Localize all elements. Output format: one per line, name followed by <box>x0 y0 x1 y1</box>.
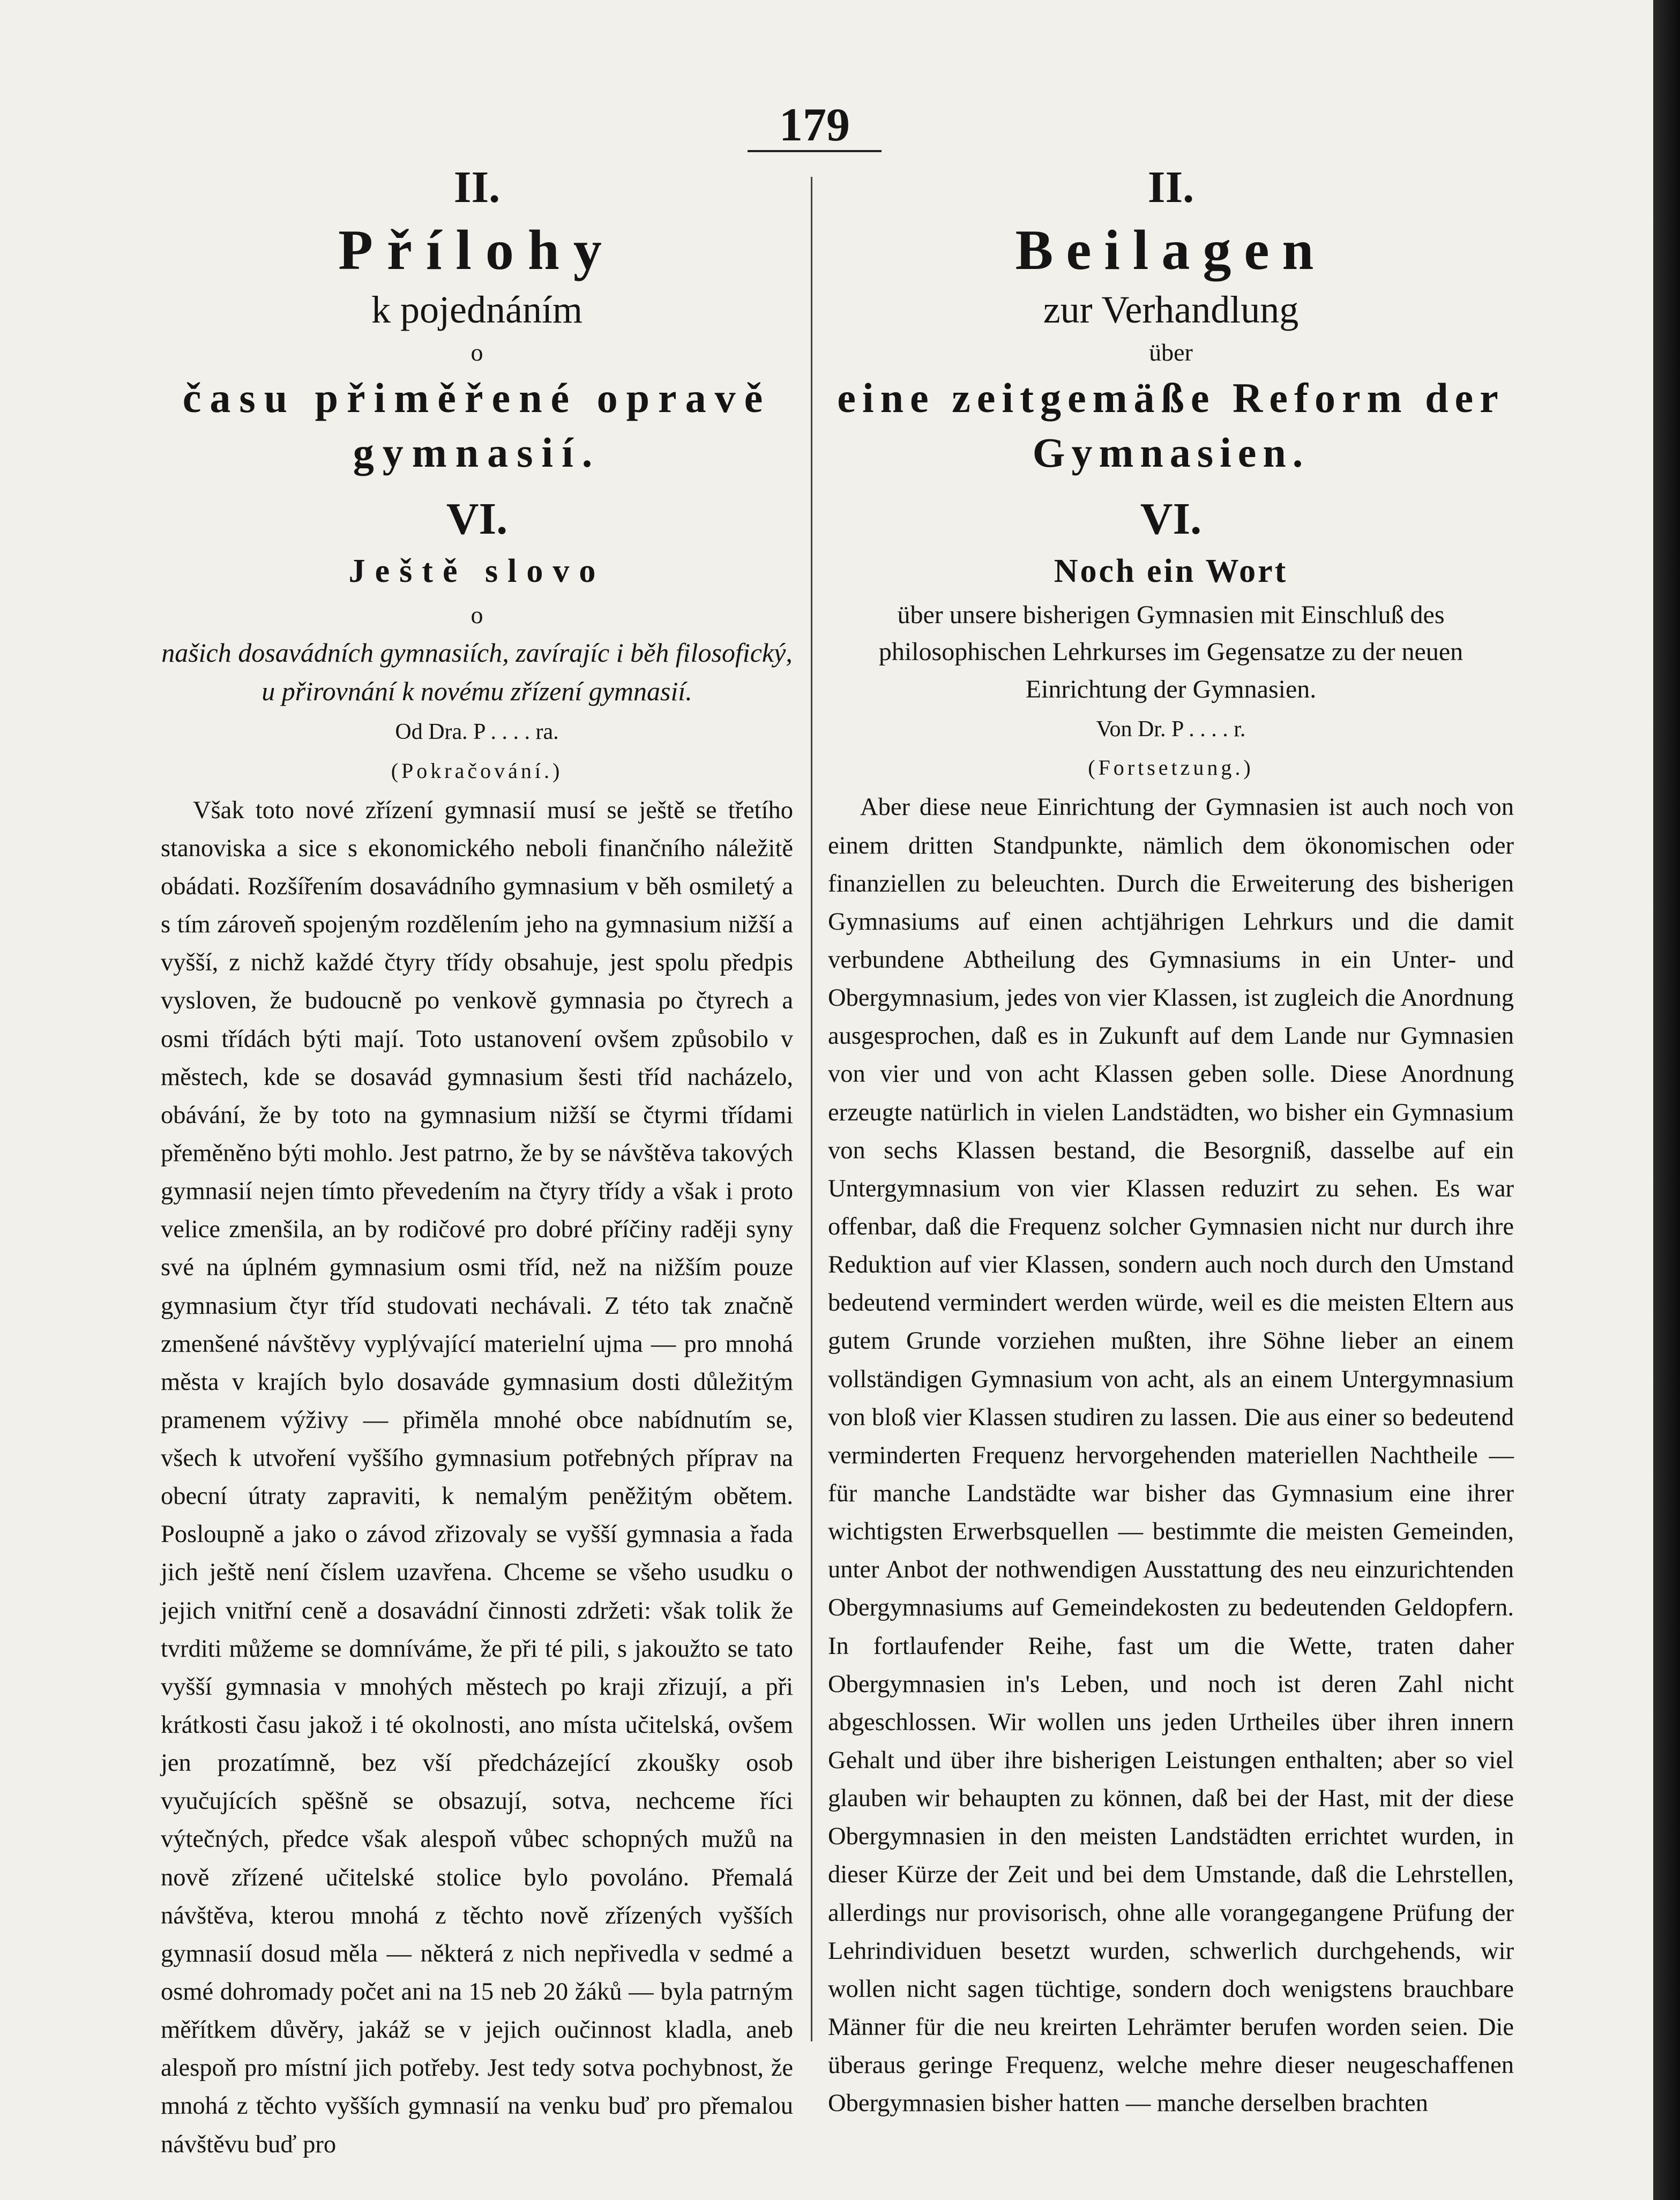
german-column <box>828 161 1514 2122</box>
german-main-title: Beilagen <box>1015 218 1327 281</box>
german-topic-line-1: eine zeitgemäße Reform der <box>837 375 1505 422</box>
german-author: Von Dr. P . . . . r. <box>1096 716 1246 742</box>
german-connector-uber: über <box>1149 339 1193 366</box>
czech-section-title: Ještě slovo <box>348 552 606 589</box>
czech-section-connector-o: o <box>471 601 483 628</box>
column-divider <box>811 177 812 2041</box>
czech-author: Od Dra. P . . . . ra. <box>395 719 559 744</box>
czech-connector-o: o <box>471 339 483 366</box>
czech-body-text: Však toto nové zřízení gymnasií musí se ještě se třetího stanoviska a sice s ekonomického neboli finančního náležitě obádati. Rozšířením dosavádního gymnasium v běh osmiletý a s tím zároveň spojeným rozdělením jeho na gymnasium nižší a vyšší, z nichž každé čtyry třídy obsahuje, jest spolu předpis vysloven, že budoucně po venkově gymnasia po čtyrech a osmi třídách býti mají. Toto ustanovení ovšem způsobilo v městech, kde se dosavád gymnasium šesti tříd nacházelo, obávání, že by toto na gymnasium nižší se čtyrmi třídami přeměněno býti mohlo. Jest patrno, že by se návštěva takových gymnasií nejen tímto převedením na čtyry třídy a však i proto velice zmenšila, an by rodičové pro dobré příčiny raději syny své na úplném gymnasium osmi tříd, než na nižším pouze gymnasium čtyr tříd studovati nechávali. Z této tak značně zmenšené návštěvy vyplývající materielní ujma — pro mnohá města v krajích bylo dosaváde gymnasium dosti důležitým pramenem výživy — přiměla mnohé obce nabídnutím se, všech k utvoření vyššího gymnasium potřebných příprav na obecní útraty zapraviti, k nemalým peněžitým obětem. Posloupně a jako o závod zřizovaly se vyšší gymnasia a řada jich ještě není číslem uzavřena. Chceme se všeho usudku o jejich vnitřní ceně a dosavádní činnosti zdržeti: však tolik že tvrditi můžeme se domníváme, že při té pili, s jakoužto se tato vyšší gymnasia v mnohých městech po kraji zřizují, a při krátkosti času jakož i té okolnosti, ano místa učitelská, ovšem jen prozatímně, bez vší předcházející zkoušky osob vyučujících spěšně se obsazují, sotva, nechceme říci výtečných, předce však alespoň vůbec schopných mužů na nově zřízené učitelské stolice bylo povoláno. Přemalá návštěva, kterou mnohá z těchto nově zřízených vyšších gymnasií dosud měla — některá z nich nepřivedla v sedmé a osmé dohromady počet ani na 15 neb 20 žáků — byla patrným měřítkem důvěry, jakáž se v jejich oučinnost kladla, aneb alespoň pro místní jich potřeby. Jest tedy sotva pochybnost, že mnohá z těchto vyšších gymnasií na venku buď pro přemalou návštěvu buď pro <box>161 796 793 2158</box>
czech-section-number: VI. <box>446 494 508 544</box>
german-continuation-note: (Fortsetzung.) <box>1088 755 1254 780</box>
german-section-number: VI. <box>1140 494 1202 544</box>
czech-column <box>161 161 793 2164</box>
czech-topic-line-2: gymnasií. <box>353 429 601 476</box>
czech-part-number: II. <box>453 162 501 212</box>
czech-subtitle: k pojednáním <box>371 288 583 332</box>
german-part-number: II. <box>1147 162 1194 212</box>
czech-subject: našich dosavádních gymnasiích, zavírajíc i běh filosofický, u přirovnání k novému zřízení gymnasií. <box>161 637 793 707</box>
page-number: 179 <box>748 102 882 152</box>
german-subtitle: zur Verhandlung <box>1043 288 1299 332</box>
czech-main-title: Přílohy <box>338 218 616 281</box>
german-section-title: Noch ein Wort <box>1054 552 1288 589</box>
german-subject: über unsere bisherigen Gymnasien mit Einschluß des philosophischen Lehrkurses im Gegensatze zu der neuen Einrichtung der Gymnasien. <box>878 600 1464 704</box>
czech-topic-line-1: času přiměřené opravě <box>182 375 772 422</box>
czech-continuation-note: (Pokračování.) <box>391 758 563 783</box>
scan-border <box>1653 0 1680 2200</box>
german-body-text: Aber diese neue Einrichtung der Gymnasien ist auch noch von einem dritten Standpunkte, nämlich dem ökonomischen oder finanziellen zu beleuchten. Durch die Erweiterung des bisherigen Gymnasiums auf einen achtjährigen Lehrkurs und die damit verbundene Abtheilung des Gymnasiums in ein Unter- und Obergymnasium, jedes von vier Klassen, ist zugleich die Anordnung ausgesprochen, daß es in Zukunft auf dem Lande nur Gymnasien von vier und von acht Klassen geben solle. Diese Anordnung erzeugte natürlich in vielen Landstädten, wo bisher ein Gymnasium von sechs Klassen bestand, die Besorgniß, dasselbe auf ein Untergymnasium von vier Klassen reduzirt zu sehen. Es war offenbar, daß die Frequenz solcher Gymnasien nicht nur durch ihre Reduktion auf vier Klassen, sondern auch noch durch den Umstand bedeutend vermindert werden würde, weil es die meisten Eltern aus gutem Grunde vorziehen mußten, ihre Söhne lieber an einem vollständigen Gymnasium von acht, als an einem Untergymnasium von bloß vier Klassen studiren zu lassen. Die aus einer so bedeutend verminderten Frequenz hervorgehenden materiellen Nachtheile — für manche Landstädte war bisher das Gymnasium eine ihrer wichtigsten Erwerbsquellen — bestimmte die meisten Gemeinden, unter Anbot der nothwendigen Ausstattung des neu einzurichtenden Obergymnasiums auf Gemeindekosten zu bedeutenden Geldopfern. In fortlaufender Reihe, fast um die Wette, traten daher Obergymnasien in's Leben, und noch ist deren Zahl nicht abgeschlossen. Wir wollen uns jeden Urtheiles über ihren innern Gehalt und über ihre bisherigen Leistungen enthalten; aber so viel glauben wir behaupten zu können, daß bei der Hast, mit der diese Obergymnasien in den meisten Landstädten errichtet wurden, in dieser Kürze der Zeit und bei dem Umstande, daß die Lehrstellen, allerdings nur provisorisch, ohne alle vorangegangene Prüfung der Lehrindividuen besetzt wurden, schwerlich durchgehends, wir wollen nicht sagen tüchtige, sondern doch wenigstens brauchbare Männer für die neu kreirten Lehrämter berufen worden seien. Die überaus geringe Frequenz, welche mehre dieser neugeschaffenen Obergymnasien bisher hatten — manche derselben brachten <box>828 794 1514 2117</box>
german-topic-line-2: Gymnasien. <box>1032 429 1310 476</box>
